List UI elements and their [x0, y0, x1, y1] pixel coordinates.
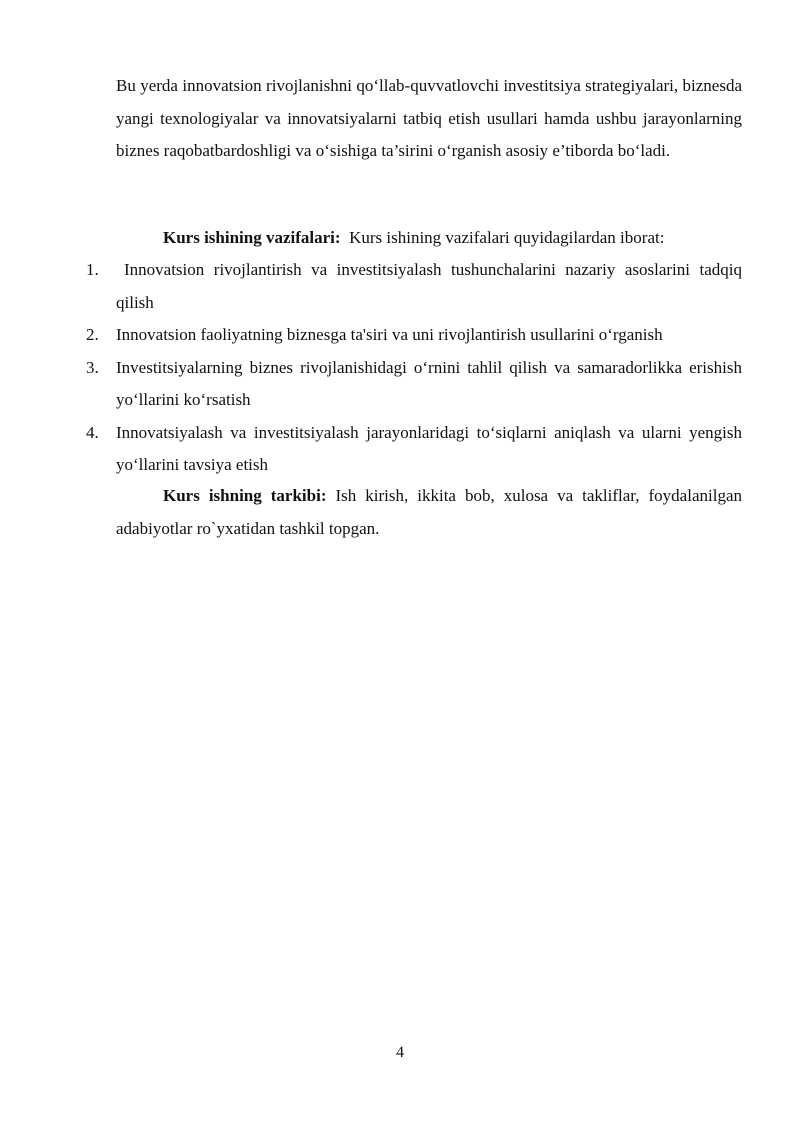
tasks-heading-line: [163, 222, 743, 255]
structure-paragraph: [116, 480, 742, 545]
structure-text: Ish kirish, ikkita bob, xulosa va takliflar, foydalanilgan adabiyotlar ro`yxatidan tashkil topgan.: [116, 486, 742, 538]
list-item-text: Innovatsion faoliyatning biznesga ta'siri va uni rivojlantirish usullarini o‘rganish: [116, 325, 663, 344]
list-item-number: 4.: [86, 422, 99, 442]
tasks-lead: Kurs ishining vazifalari quyidagilardan iborat:: [349, 228, 665, 247]
list-item-number: 1.: [86, 260, 99, 279]
list-item: [0, 319, 800, 352]
structure-heading: Kurs ishning tarkibi:: [163, 486, 327, 505]
tasks-heading: Kurs ishining vazifalari:: [163, 228, 341, 247]
list-item: [0, 352, 800, 417]
intro-paragraph: Bu yerda innovatsion rivojlanishni qo‘llab-quvvatlovchi investitsiya strategiyalari, biznesda yangi texnologiyalar va innovatsiyalarni tatbiq etish usullari hamda ushbu jarayonlarning biznes raqobatbardoshligi va o‘sishiga ta’sirini o‘rganish asosiy e’tiborda bo‘ladi.: [116, 76, 742, 160]
list-item-number: 2.: [86, 325, 99, 344]
list-item-text: Investitsiyalarning biznes rivojlanishidagi o‘rnini tahlil qilish va samaradorlikka erishish yo‘llarini ko‘rsatish: [116, 357, 742, 409]
tasks-list: [0, 254, 800, 482]
list-item-text: Innovatsiyalash va investitsiyalash jarayonlaridagi to‘siqlarni aniqlash va ularni yengish yo‘llarini tavsiya etish: [116, 422, 742, 474]
page-number: 4: [396, 1044, 404, 1061]
list-item: [0, 417, 800, 482]
list-item: [0, 254, 800, 319]
list-item-number: 3.: [86, 357, 99, 377]
list-item-text: Innovatsion rivojlantirish va investitsiyalash tushunchalarini nazariy asoslarini tadqiq qilish: [116, 260, 742, 312]
